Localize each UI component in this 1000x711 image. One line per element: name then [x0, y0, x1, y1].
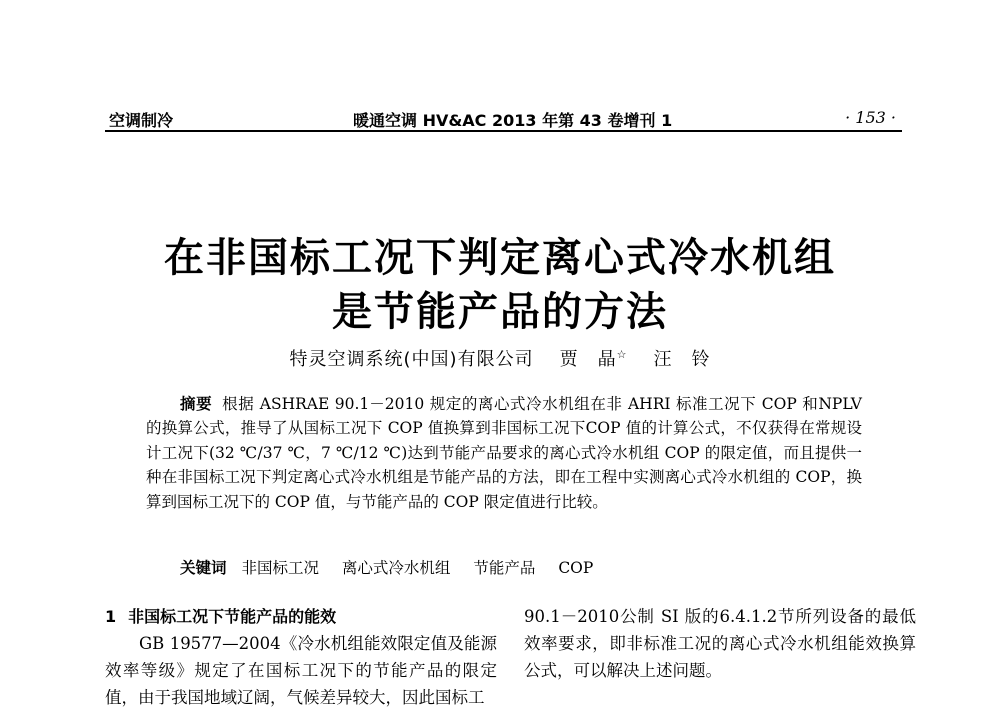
body-paragraph: GB 19577—2004《冷水机组能效限定值及能源效率等级》规定了在国标工况下的节能产品的限定值，由于我国地域辽阔，气候差异较大，因此国标工 [105, 634, 497, 707]
corresponding-author-mark: ☆ [616, 348, 628, 361]
section-title: 非国标工况下节能产品的能效 [128, 607, 337, 626]
keyword-term: 节能产品 [473, 559, 536, 577]
keywords-label: 关键词 [180, 559, 227, 577]
header-page-number: · 153 · [845, 108, 896, 127]
keyword-term: 离心式冷水机组 [341, 559, 451, 577]
body-column-left [105, 603, 497, 711]
keyword-term: 非国标工况 [241, 559, 319, 577]
body-column-right [524, 603, 916, 684]
section-number: 1 [105, 607, 117, 626]
body-paragraph: 90.1－2010公制 SI 版的6.4.1.2节所列设备的最低效率要求，即非标准工况的离心式冷水机组能效换算公式，可以解决上述问题。 [524, 607, 916, 680]
author-1: 贾 晶 [559, 349, 617, 370]
affiliation: 特灵空调系统(中国)有限公司 [289, 349, 534, 370]
abstract [146, 392, 862, 514]
keyword-term: COP [558, 559, 594, 577]
section-heading [105, 603, 497, 630]
abstract-label: 摘要 [180, 395, 213, 413]
author-2: 汪 铃 [653, 349, 711, 370]
paper-title-line-1: 在非国标工况下判定离心式冷水机组 [164, 235, 836, 281]
keywords [180, 556, 611, 578]
header-journal-info: 暖通空调 HV&AC 2013 年第 43 卷增刊 1 [353, 111, 673, 130]
paper-title-line-2: 是节能产品的方法 [332, 289, 668, 335]
running-header [105, 104, 902, 132]
author-line [0, 345, 1000, 371]
abstract-text: 根据 ASHRAE 90.1－2010 规定的离心式冷水机组在非 AHRI 标准工况下 COP 和NPLV 的换算公式，推导了从国标工况下 COP 值换算到非国标工况下COP 值的计算公式，不仅获得在常规设计工况下(32 ℃/37 ℃，7 ℃/12 ℃)达到节能产品要求的离心式冷水机组 COP 的限定值，而且提供一种在非国标工况下判定离心式冷水机组是节能产品的方法，即在工程中实测离心式冷水机组的 COP，换算到国标工况下的 COP 值，与节能产品的 COP 限定值进行比较。 [146, 395, 862, 511]
header-section-label: 空调制冷 [109, 111, 174, 130]
